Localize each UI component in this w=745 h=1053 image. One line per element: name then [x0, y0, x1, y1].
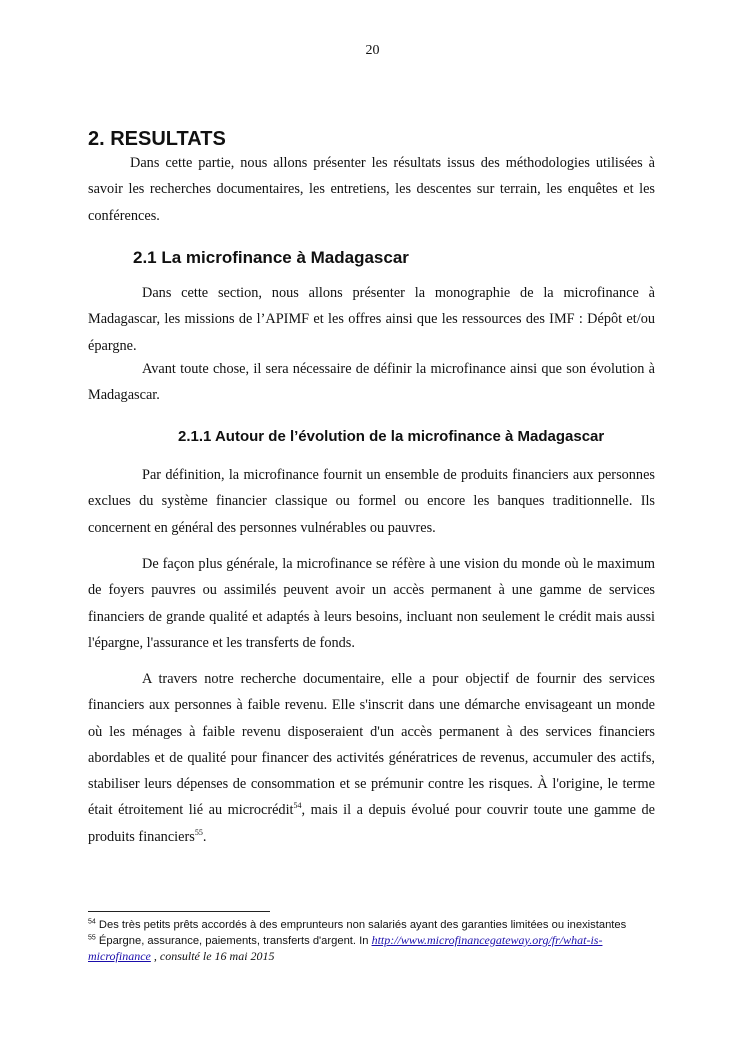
subsubsection-heading: 2.1.1 Autour de l’évolution de la microfinance à Madagascar: [178, 428, 605, 445]
page-number: 20: [365, 43, 380, 58]
section-heading: 2. RESULTATS: [88, 128, 226, 150]
general-vision-paragraph: De façon plus générale, la microfinance se réfère à une vision du monde où le maximum de foyers pauvres ou assimilés peuvent avoir un accès permanent à une gamme de services financiers de grande qualité et adaptés à leurs besoins, incluant non seulement le crédit mais aussi l'épargne, l'assurance et les transferts de fonds.: [88, 556, 655, 651]
footnote-55-number: 55: [88, 934, 96, 942]
research-paragraph-text-a: A travers notre recherche documentaire, elle a pour objectif de fournir des services financiers aux personnes à faible revenu. Elle s'inscrit dans une démarche envisageant un monde où les ménages à faible revenu disposeraient d'un accès permanent à des services financiers abordables et de qualité pour financer des activités génératrices de revenus, accumuler des actifs, stabiliser leurs dépenses de consommation et se prémunir contre les risques. À l'origine, le terme était étroitement lié au microcrédit: [88, 671, 655, 819]
subsection-paragraph-2: Avant toute chose, il sera nécessaire de définir la microfinance ainsi que son évolution à Madagascar.: [88, 361, 655, 404]
research-paragraph-text-c: .: [202, 828, 207, 845]
footnote-divider: [88, 911, 270, 912]
footnote-54-number: 54: [88, 918, 96, 926]
footnote-55-consulted-date: , consulté le 16 mai 2015: [150, 949, 275, 963]
microfinance-gateway-link[interactable]: http://www.microfinancegateway.org/fr/what-is-microfinance: [88, 933, 603, 963]
definition-paragraph: Par définition, la microfinance fournit un ensemble de produits financiers aux personnes exclues du système financier classique ou formel ou encore les banques traditionnelle. Ils concernent en général des personnes vulnérables ou pauvres.: [88, 467, 655, 536]
footnote-54: [88, 918, 648, 933]
research-paragraph: [88, 666, 655, 850]
research-paragraph-text-b: , mais il a depuis évolué pour couvrir toute une gamme de produits financiers: [88, 802, 655, 845]
section-intro-paragraph: Dans cette partie, nous allons présenter les résultats issus des méthodologies utilisées à savoir les recherches documentaires, les entretiens, les descentes sur terrain, les enquêtes et les conférences.: [88, 155, 655, 224]
subsection-heading: 2.1 La microfinance à Madagascar: [133, 248, 409, 267]
footnote-55-text: Épargne, assurance, paiements, transferts d'argent. In: [95, 935, 372, 947]
footnote-54-text: Des très petits prêts accordés à des emprunteurs non salariés ayant des garanties limitées ou inexistantes: [95, 919, 627, 931]
footnote-55: [88, 933, 648, 965]
subsection-paragraph-1: Dans cette section, nous allons présenter la monographie de la microfinance à Madagascar, les missions de l’APIMF et les offres ainsi que les ressources des IMF : Dépôt et/ou épargne.: [88, 285, 655, 354]
footnote-ref-54[interactable]: 54: [293, 801, 302, 811]
footnote-ref-55[interactable]: 55: [194, 828, 203, 838]
